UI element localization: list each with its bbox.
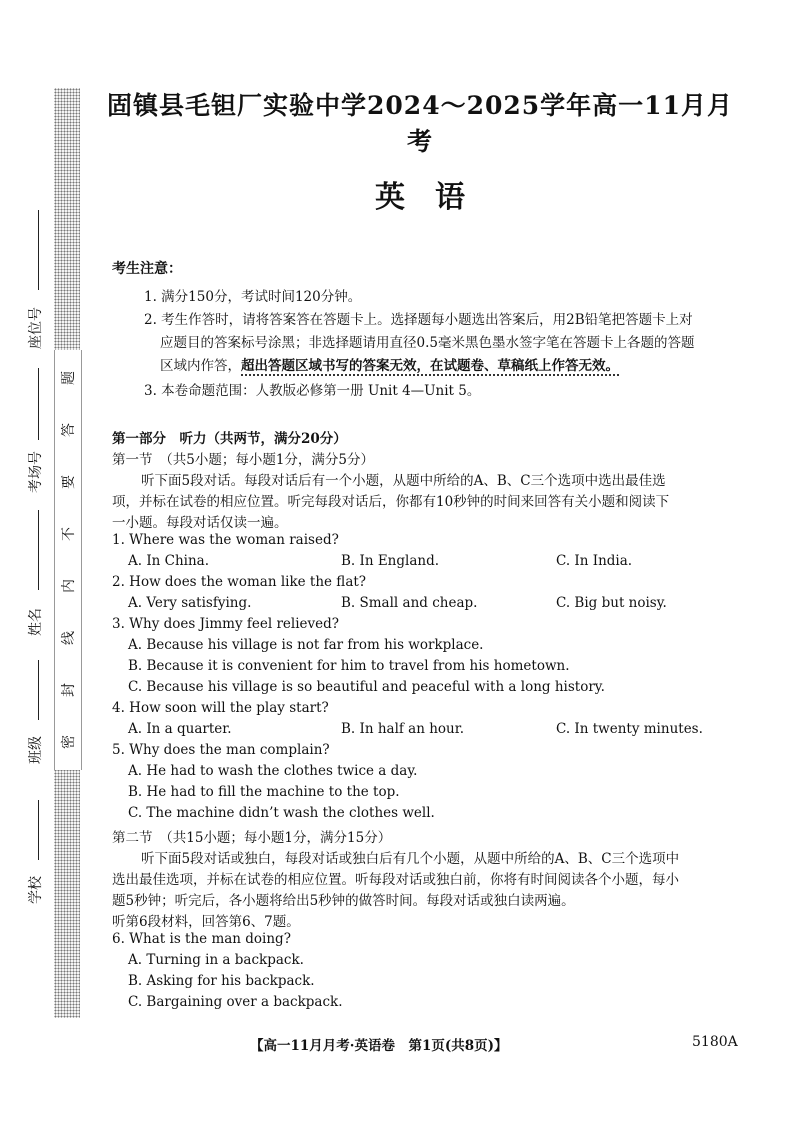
option-c: C. The machine didn’t wash the clothes well.: [128, 805, 435, 821]
name-label: 姓名: [28, 608, 44, 636]
instruction-line: 选出最佳选项，并标在试卷的相应位置。听每段对话或独白前，你将有时间阅读各个小题，每小: [112, 872, 679, 888]
option-b: B. Because it is convenient for him to travel from his hometown.: [128, 658, 570, 674]
seal-char: 封: [61, 683, 77, 697]
option-a: A. Because his village is not far from his workplace.: [128, 637, 484, 653]
option-c: C. Bargaining over a backpack.: [128, 994, 343, 1010]
seal-char: 题: [61, 371, 77, 385]
exam-room-line: [38, 368, 39, 440]
school-label: 学校: [28, 876, 44, 904]
question-stem: 2. How does the woman like the flat?: [112, 574, 367, 590]
seal-char: 线: [61, 631, 77, 645]
question-stem: 6. What is the man doing?: [112, 931, 291, 947]
paper-code: 5180A: [692, 1034, 738, 1050]
school-line: [38, 800, 39, 860]
option-c: C. Because his village is so beautiful and peaceful with a long history.: [128, 679, 605, 695]
class-label: 班级: [28, 736, 44, 764]
option-c: C. In twenty minutes.: [556, 721, 703, 737]
seal-char: 密: [61, 735, 77, 749]
notice-item: 应题目的答案标号涂黑；非选择题请用直径0.5毫米黑色墨水签字笔在答题卡上各题的答题: [160, 335, 695, 351]
option-a: A. Very satisfying.: [128, 595, 252, 611]
notice-item: 3. 本卷命题范围：人教版必修第一册 Unit 4—Unit 5。: [144, 383, 481, 399]
question-stem: 3. Why does Jimmy feel relieved?: [112, 616, 340, 632]
notice-emphasis: 超出答题区域书写的答案无效，在试题卷、草稿纸上作答无效。: [241, 358, 619, 374]
page-footer: 【高一11月月考·英语卷 第1页(共8页)】: [250, 1038, 508, 1054]
instruction-line: 听下面5段对话。每段对话后有一个小题，从题中所给的A、B、C三个选项中选出最佳选: [141, 473, 666, 489]
question-stem: 5. Why does the man complain?: [112, 742, 330, 758]
section-heading: 第一节 （共5小题；每小题1分，满分5分）: [112, 452, 375, 468]
instruction-line: 一小题。每段对话仅读一遍。: [112, 515, 288, 531]
class-line: [38, 660, 39, 720]
seat-number-line: [38, 210, 39, 290]
notice-item: [160, 354, 619, 374]
option-a: A. Turning in a backpack.: [128, 952, 304, 968]
option-b: B. In half an hour.: [341, 721, 464, 737]
notice-text: 区域内作答，: [160, 358, 241, 374]
subject-title: 英 语: [375, 180, 465, 215]
option-b: B. Asking for his backpack.: [128, 973, 315, 989]
material-note: 听第6段材料，回答第6、7题。: [112, 914, 300, 930]
notice-item: 1. 满分150分，考试时间120分钟。: [144, 289, 362, 305]
option-c: C. In India.: [556, 553, 633, 569]
name-line: [38, 510, 39, 590]
question-stem: 4. How soon will the play start?: [112, 700, 329, 716]
seal-char: 答: [61, 423, 77, 437]
seal-line-box: [54, 350, 82, 770]
question-stem: 1. Where was the woman raised?: [112, 532, 339, 548]
notice-heading: 考生注意：: [112, 261, 182, 277]
exam-title: 固镇县毛钽厂实验中学2024～2025学年高一11月月考: [107, 91, 733, 156]
section-heading: 第二节 （共15小题；每小题1分，满分15分）: [112, 830, 392, 846]
seat-number-label: 座位号: [28, 307, 44, 349]
option-a: A. He had to wash the clothes twice a day.: [128, 763, 418, 779]
seal-char: 要: [61, 475, 77, 489]
option-b: B. He had to fill the machine to the top.: [128, 784, 400, 800]
instruction-line: 题5秒钟；听完后，各小题将给出5秒钟的做答时间。每段对话或独白读两遍。: [112, 893, 575, 909]
instruction-line: 听下面5段对话或独白，每段对话或独白后有几个小题，从题中所给的A、B、C三个选项中: [141, 851, 680, 867]
option-a: A. In China.: [128, 553, 210, 569]
seal-char: 不: [61, 527, 77, 541]
seal-char: 内: [61, 579, 77, 593]
option-c: C. Big but noisy.: [556, 595, 667, 611]
instruction-line: 项，并标在试卷的相应位置。听完每段对话后，你都有10秒钟的时间来回答有关小题和阅读下: [112, 494, 670, 510]
exam-room-label: 考场号: [28, 451, 44, 493]
part-heading: 第一部分 听力（共两节，满分20分）: [112, 431, 347, 447]
notice-item: 2. 考生作答时，请将答案答在答题卡上。选择题每小题选出答案后，用2B铅笔把答题卡上对: [144, 312, 693, 328]
option-b: B. In England.: [341, 553, 440, 569]
option-a: A. In a quarter.: [128, 721, 232, 737]
option-b: B. Small and cheap.: [341, 595, 478, 611]
